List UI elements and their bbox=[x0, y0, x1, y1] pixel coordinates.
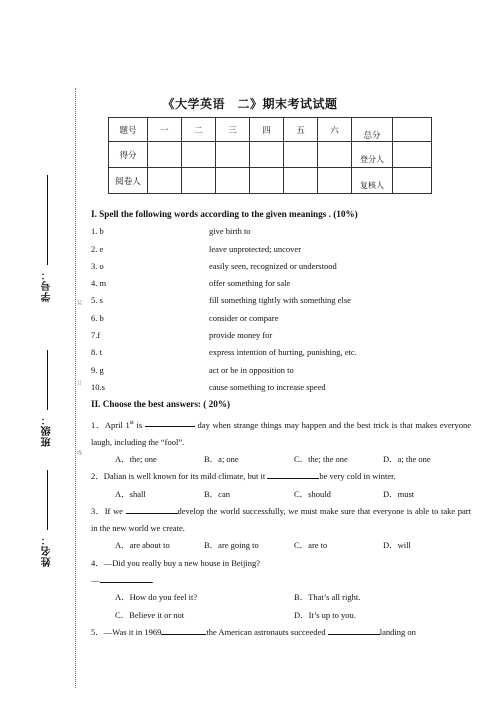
options-row bbox=[91, 607, 471, 624]
header-cell: 一 bbox=[148, 118, 182, 142]
header-cell: 题号 bbox=[109, 118, 148, 142]
spelling-word[interactable]: 4. m bbox=[91, 278, 107, 289]
cut-line bbox=[75, 88, 76, 688]
reviewer-label: 复核人 bbox=[352, 168, 393, 194]
question-3 bbox=[91, 503, 471, 538]
options-row bbox=[91, 451, 471, 468]
question-4-response bbox=[91, 572, 471, 589]
options-row bbox=[91, 589, 471, 606]
spelling-item bbox=[91, 258, 471, 275]
spelling-item bbox=[91, 344, 471, 361]
question-text: 3．If we bbox=[91, 505, 126, 516]
spelling-word[interactable]: 9. g bbox=[91, 364, 104, 375]
spelling-meaning: leave unprotected; uncover bbox=[209, 243, 302, 254]
period: . bbox=[151, 575, 154, 586]
grader-cell[interactable] bbox=[148, 168, 182, 194]
question-text: 1．April 1 bbox=[91, 419, 130, 430]
total-score-label: 总分 bbox=[352, 118, 393, 142]
dash: — bbox=[91, 575, 100, 586]
recorder-cell[interactable] bbox=[393, 142, 432, 168]
score-cell[interactable] bbox=[216, 142, 250, 168]
question-text: develop the world successfully, we must make sure that everyone is able to take part in the new world we create. bbox=[91, 505, 471, 534]
header-cell: 四 bbox=[250, 118, 284, 142]
spelling-item bbox=[91, 327, 471, 344]
section-2-heading: II. Choose the best answers: ( 20%) bbox=[91, 399, 231, 410]
option-d[interactable]: D．It’s up to you. bbox=[294, 609, 356, 620]
question-5 bbox=[91, 624, 471, 641]
answer-blank[interactable] bbox=[145, 417, 195, 427]
option-d[interactable]: D．a; the one bbox=[383, 453, 431, 464]
spelling-item bbox=[91, 362, 471, 379]
question-text: 5．—Was it in 1969 bbox=[91, 626, 162, 637]
spelling-meaning: give birth to bbox=[209, 226, 251, 237]
score-row-label: 得分 bbox=[109, 142, 148, 168]
name-label: 姓名： bbox=[42, 534, 53, 567]
spelling-word[interactable]: 7.f bbox=[91, 330, 101, 341]
spelling-meaning: easily seen, recognized or understood bbox=[209, 260, 337, 271]
spelling-item bbox=[91, 292, 471, 309]
header-cell: 六 bbox=[318, 118, 352, 142]
score-cell[interactable] bbox=[182, 142, 216, 168]
grader-cell[interactable] bbox=[216, 168, 250, 194]
option-b[interactable]: B．can bbox=[204, 488, 230, 499]
grader-cell[interactable] bbox=[284, 168, 318, 194]
student-id-label: 学号： bbox=[42, 269, 53, 302]
grader-cell[interactable] bbox=[250, 168, 284, 194]
binding-mark-3: 线 bbox=[76, 450, 82, 455]
grader-row bbox=[109, 168, 432, 194]
answer-blank[interactable] bbox=[161, 625, 206, 635]
question-1 bbox=[91, 415, 471, 451]
answer-blank[interactable] bbox=[126, 504, 178, 514]
spelling-item bbox=[91, 275, 471, 292]
name-field bbox=[40, 470, 55, 567]
header-cell: 二 bbox=[182, 118, 216, 142]
spelling-item bbox=[91, 241, 471, 258]
name-blank[interactable] bbox=[48, 470, 49, 530]
score-cell[interactable] bbox=[148, 142, 182, 168]
class-field bbox=[40, 350, 55, 447]
class-blank[interactable] bbox=[48, 350, 49, 410]
grader-cell[interactable] bbox=[182, 168, 216, 194]
spelling-meaning: provide money for bbox=[209, 330, 273, 341]
question-text: 2．Dalian is well known for its mild climate, but it bbox=[91, 471, 268, 482]
score-table bbox=[108, 117, 432, 194]
total-score-cell[interactable] bbox=[393, 118, 432, 142]
spelling-meaning: express intention of hurting, punishing, etc. bbox=[209, 347, 357, 358]
option-a[interactable]: A．How do you feel it? bbox=[115, 592, 198, 603]
question-2 bbox=[91, 468, 471, 485]
question-4: 4．—Did you really buy a new house in Beijing? bbox=[91, 557, 261, 568]
student-id-blank[interactable] bbox=[48, 175, 49, 265]
spelling-word[interactable]: 6. b bbox=[91, 312, 104, 323]
header-cell: 三 bbox=[216, 118, 250, 142]
spelling-meaning: fill something tightly with something else bbox=[209, 295, 351, 306]
score-table-header-row bbox=[109, 118, 432, 142]
question-text: landing on bbox=[379, 626, 416, 637]
spelling-meaning: act or be in opposition to bbox=[209, 364, 294, 375]
score-row bbox=[109, 142, 432, 168]
exam-title: 《大学英语 二》期末考试试题 bbox=[162, 97, 338, 111]
option-b[interactable]: B．are going to bbox=[204, 540, 259, 551]
spelling-word[interactable]: 10.s bbox=[91, 381, 105, 392]
options-row bbox=[91, 537, 471, 554]
spelling-word[interactable]: 3. o bbox=[91, 260, 104, 271]
spelling-word[interactable]: 2. e bbox=[91, 243, 104, 254]
spelling-item bbox=[91, 379, 471, 396]
section-1-heading: I. Spell the following words according to the given meanings . (10%) bbox=[91, 209, 358, 219]
superscript: st bbox=[129, 419, 134, 426]
answer-blank[interactable] bbox=[100, 573, 154, 586]
option-b[interactable]: B．a; one bbox=[204, 453, 239, 464]
class-label: 班级： bbox=[42, 414, 53, 447]
spelling-meaning: consider or compare bbox=[209, 312, 279, 323]
spelling-word[interactable]: 1. b bbox=[91, 226, 104, 237]
answer-blank[interactable] bbox=[267, 469, 319, 479]
recorder-label: 登分人 bbox=[352, 142, 393, 168]
binding-mark-1: 装 bbox=[76, 300, 82, 305]
binding-mark-2: 订 bbox=[76, 380, 82, 385]
question-text: the American astronauts succeeded bbox=[206, 626, 328, 637]
option-b[interactable]: B．That’s all right. bbox=[294, 592, 361, 603]
spelling-item bbox=[91, 223, 471, 240]
grader-cell[interactable] bbox=[318, 168, 352, 194]
spelling-word[interactable]: 8. t bbox=[91, 347, 102, 358]
reviewer-cell[interactable] bbox=[393, 168, 432, 194]
spelling-word[interactable]: 5. s bbox=[91, 295, 103, 306]
option-d[interactable]: D．must bbox=[383, 488, 415, 499]
options-row bbox=[91, 486, 471, 503]
header-cell: 五 bbox=[284, 118, 318, 142]
spelling-meaning: cause something to increase speed bbox=[209, 381, 326, 392]
exam-content bbox=[91, 206, 471, 641]
spelling-meaning: offer something for sale bbox=[209, 278, 291, 289]
option-c[interactable]: C．are to bbox=[294, 540, 328, 551]
score-cell[interactable] bbox=[318, 142, 352, 168]
option-c[interactable]: C．Believe it or not bbox=[115, 609, 185, 620]
score-cell[interactable] bbox=[284, 142, 318, 168]
option-c[interactable]: C．should bbox=[294, 488, 331, 499]
option-a[interactable]: A．the; one bbox=[115, 453, 157, 464]
score-cell[interactable] bbox=[250, 142, 284, 168]
option-c[interactable]: C．the; the one bbox=[294, 453, 348, 464]
question-text: is bbox=[133, 419, 145, 430]
spelling-item bbox=[91, 310, 471, 327]
option-a[interactable]: A．shall bbox=[115, 488, 146, 499]
option-d[interactable]: D．will bbox=[383, 540, 411, 551]
answer-blank[interactable] bbox=[328, 625, 380, 635]
student-id-field bbox=[40, 175, 55, 302]
option-a[interactable]: A．are about to bbox=[115, 540, 170, 551]
grader-row-label: 阅卷人 bbox=[109, 168, 148, 194]
question-text: day when strange things may happen and the best trick is that makes everyone laugh, including the “fool”. bbox=[91, 419, 471, 447]
question-text: be very cold in winter. bbox=[319, 471, 396, 482]
